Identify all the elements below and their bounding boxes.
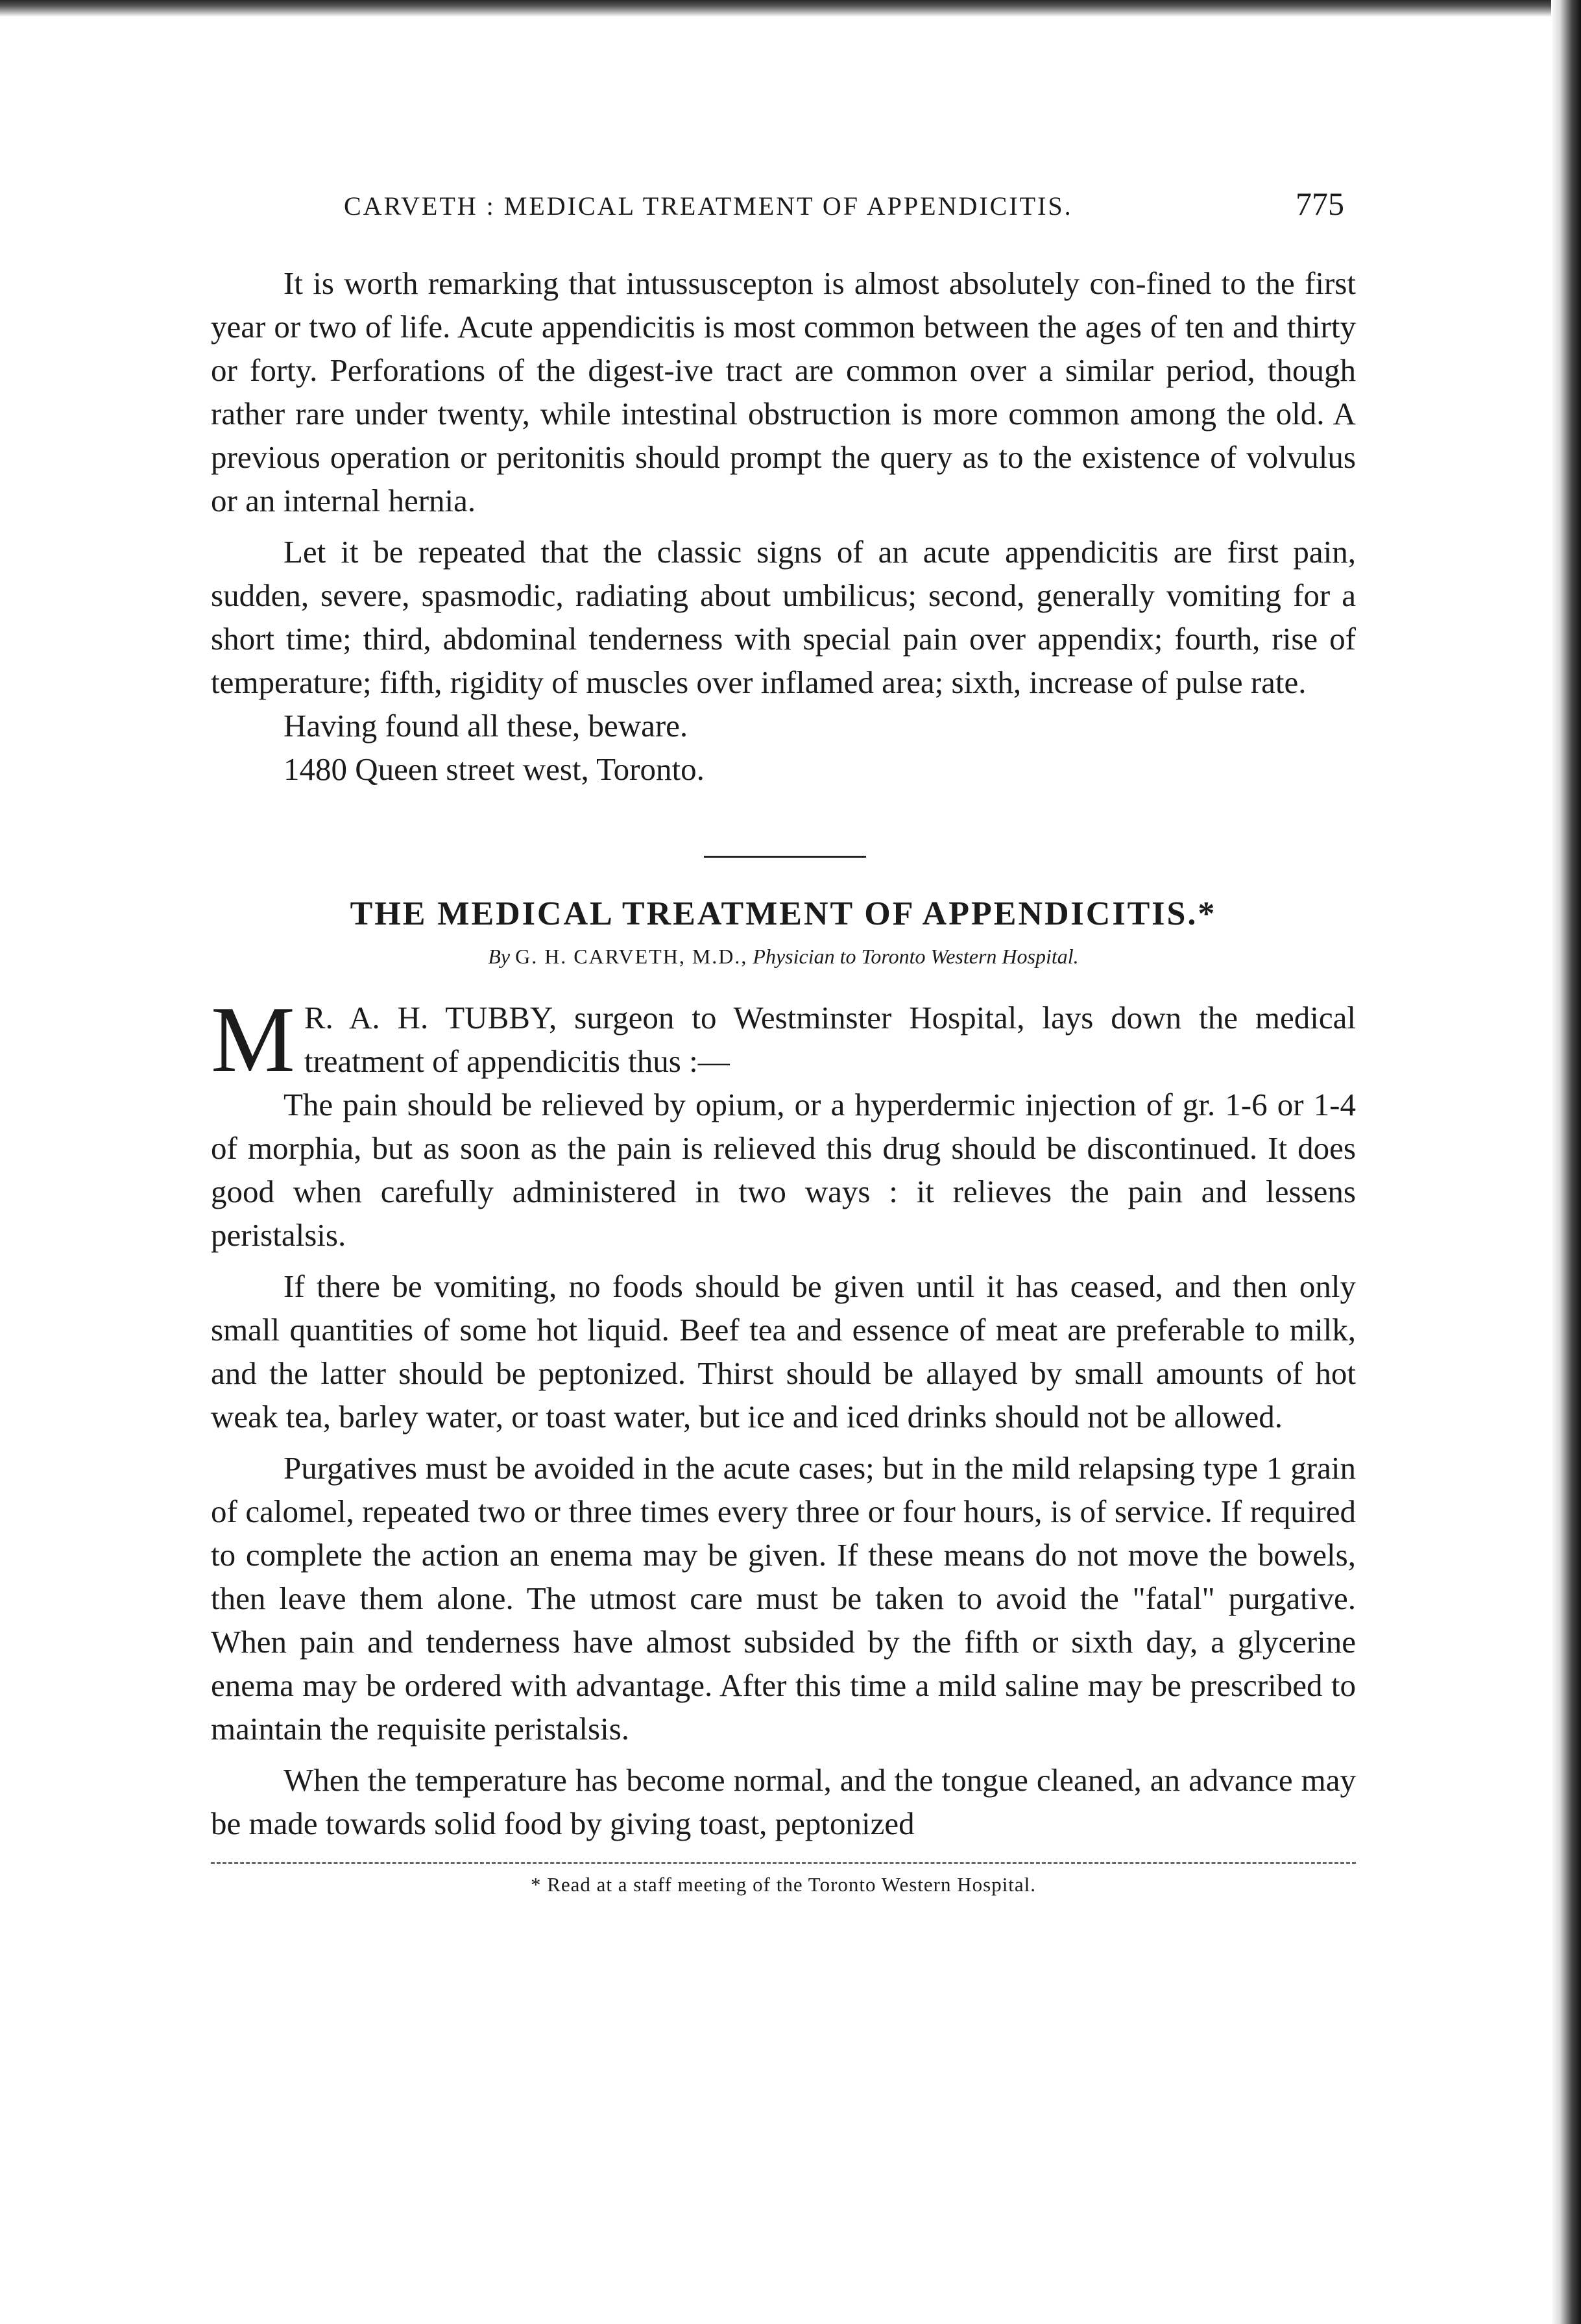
author-address: 1480 Queen street west, Toronto. [284, 751, 705, 787]
paragraph: If there be vomiting, no foods should be given until it has ceased, and then only small quantities of some hot liquid. Beef tea and essence of meat are preferable to milk, and the latter should be peptonized. Thirst should be allayed by small amounts of hot weak tea, barley water, or toast water, but ice and iced drinks should not be allowed. [211, 1268, 1356, 1434]
paragraph: R. A. H. TUBBY, surgeon to Westminster Hospital, lays down the medical treatment of appendicitis thus :— [304, 1000, 1356, 1079]
opening-paragraph [211, 987, 1356, 1092]
running-head [211, 185, 1356, 237]
article-body [211, 1083, 1356, 1845]
footnote-rule [211, 1862, 1356, 1864]
page-number: 775 [1296, 186, 1344, 222]
section-divider [211, 791, 1356, 888]
previous-article-ending [211, 261, 1356, 791]
scan-edge-top [0, 0, 1581, 17]
paragraph: The pain should be relieved by opium, or a hyperdermic injection of gr. 1-6 or 1-4 of morphia, but as soon as the pain is relieved this drug should be discontinued. It does good when carefully administered in two ways : it relieves the pain and lessens peristalsis. [211, 1087, 1356, 1253]
paragraph: Purgatives must be avoided in the acute cases; but in the mild relapsing type 1 grain of calomel, repeated two or three times every three or four hours, is of service. If required to complete the action an enema may be given. If these means do not move the bowels, then leave them alone. The utmost care must be taken to avoid the "fatal" purgative. When pain and tenderness have almost subsided by the fifth or sixth day, a glycerine enema may be ordered with advantage. After this time a mild saline may be prescribed to maintain the requisite peristalsis. [211, 1450, 1356, 1747]
byline-role: Physician to Toronto Western Hospital. [753, 945, 1079, 968]
paragraph: When the temperature has become normal, and the tongue cleaned, an advance may be made towards solid food by giving toast, peptonized [211, 1762, 1356, 1841]
drop-cap: M [211, 987, 295, 1092]
footnote: * Read at a staff meeting of the Toronto Western Hospital. [530, 1873, 1037, 1896]
page [211, 185, 1356, 1896]
scan-edge-right [1551, 0, 1581, 2324]
paragraph: It is worth remarking that intussuscepton is almost absolutely con-fined to the first year or two of life. Acute appendicitis is most common between the ages of ten and thirty or forty. Perforations of the digest-ive tract are common over a similar period, though rather rare under twenty, while intestinal obstruction is more common among the old. A previous operation or peritonitis should prompt the query as to the existence of volvulus or an internal hernia. [211, 265, 1356, 518]
paragraph: Let it be repeated that the classic signs of an acute appendicitis are first pain, sudden, severe, spasmodic, radiating about umbilicus; second, generally vomiting for a short time; third, abdominal tenderness with special pain over appendix; fourth, rise of temperature; fifth, rigidity of muscles over inflamed area; sixth, increase of pulse rate. [211, 534, 1356, 700]
paragraph: Having found all these, beware. [284, 708, 688, 744]
divider-rule [704, 856, 866, 858]
article-title: THE MEDICAL TREATMENT OF APPENDICITIS.* [350, 895, 1217, 932]
byline-author: G. H. CARVETH, M.D., [515, 945, 748, 968]
byline-prefix: By [488, 945, 511, 968]
running-head-title: CARVETH : MEDICAL TREATMENT OF APPENDICITIS. [344, 191, 1073, 221]
byline [211, 945, 1356, 969]
